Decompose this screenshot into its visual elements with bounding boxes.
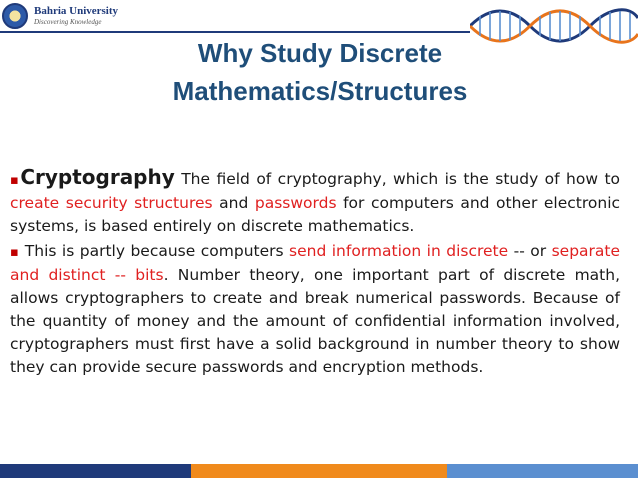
footer-segment-blue [447,464,638,478]
footer-segment-orange [191,464,446,478]
slide-body [10,166,620,381]
header-divider [0,31,470,33]
paragraph-cryptography [10,166,620,238]
highlight-text: passwords [254,194,337,212]
paragraph-lead-term: Cryptography [20,165,175,189]
university-logo [2,3,142,31]
paragraph-text: -- or [508,242,552,260]
bullet-marker-icon: ▪ [10,245,20,260]
highlight-text: send information in discrete [289,242,509,260]
highlight-text: create security structures [10,194,213,212]
footer-segment-navy [0,464,191,478]
slide-title [60,34,580,110]
logo-name: Bahria University [34,5,119,17]
paragraph-text: . Number theory, one important part of discrete math, allows cryptographers to create and break numerical passwords. Because of the quantity of money and the amount of confidential information involved, cryptographers must first have a solid background in number theory to show they can provide secure passwords and encryption methods. [10,266,620,376]
paragraph-text: The field of cryptography, which is the study of how to [174,170,621,188]
paragraph-text: This is partly because computers [19,242,290,260]
slide-title-line1: Why Study Discrete [197,38,443,68]
paragraph-text: and [212,194,255,212]
paragraph-text: for computers and other electronic systems, is based entirely on discrete mathematics. [10,194,621,235]
university-crest-icon [2,3,28,29]
paragraph-number-theory [10,240,620,379]
footer-color-bar [0,464,638,478]
bullet-marker-icon: ▪ [10,173,21,188]
slide-title-line2: Mathematics/Structures [172,76,468,106]
logo-tagline: Discovering Knowledge [34,18,102,26]
highlight-text: separate and distinct -- bits [10,242,621,284]
